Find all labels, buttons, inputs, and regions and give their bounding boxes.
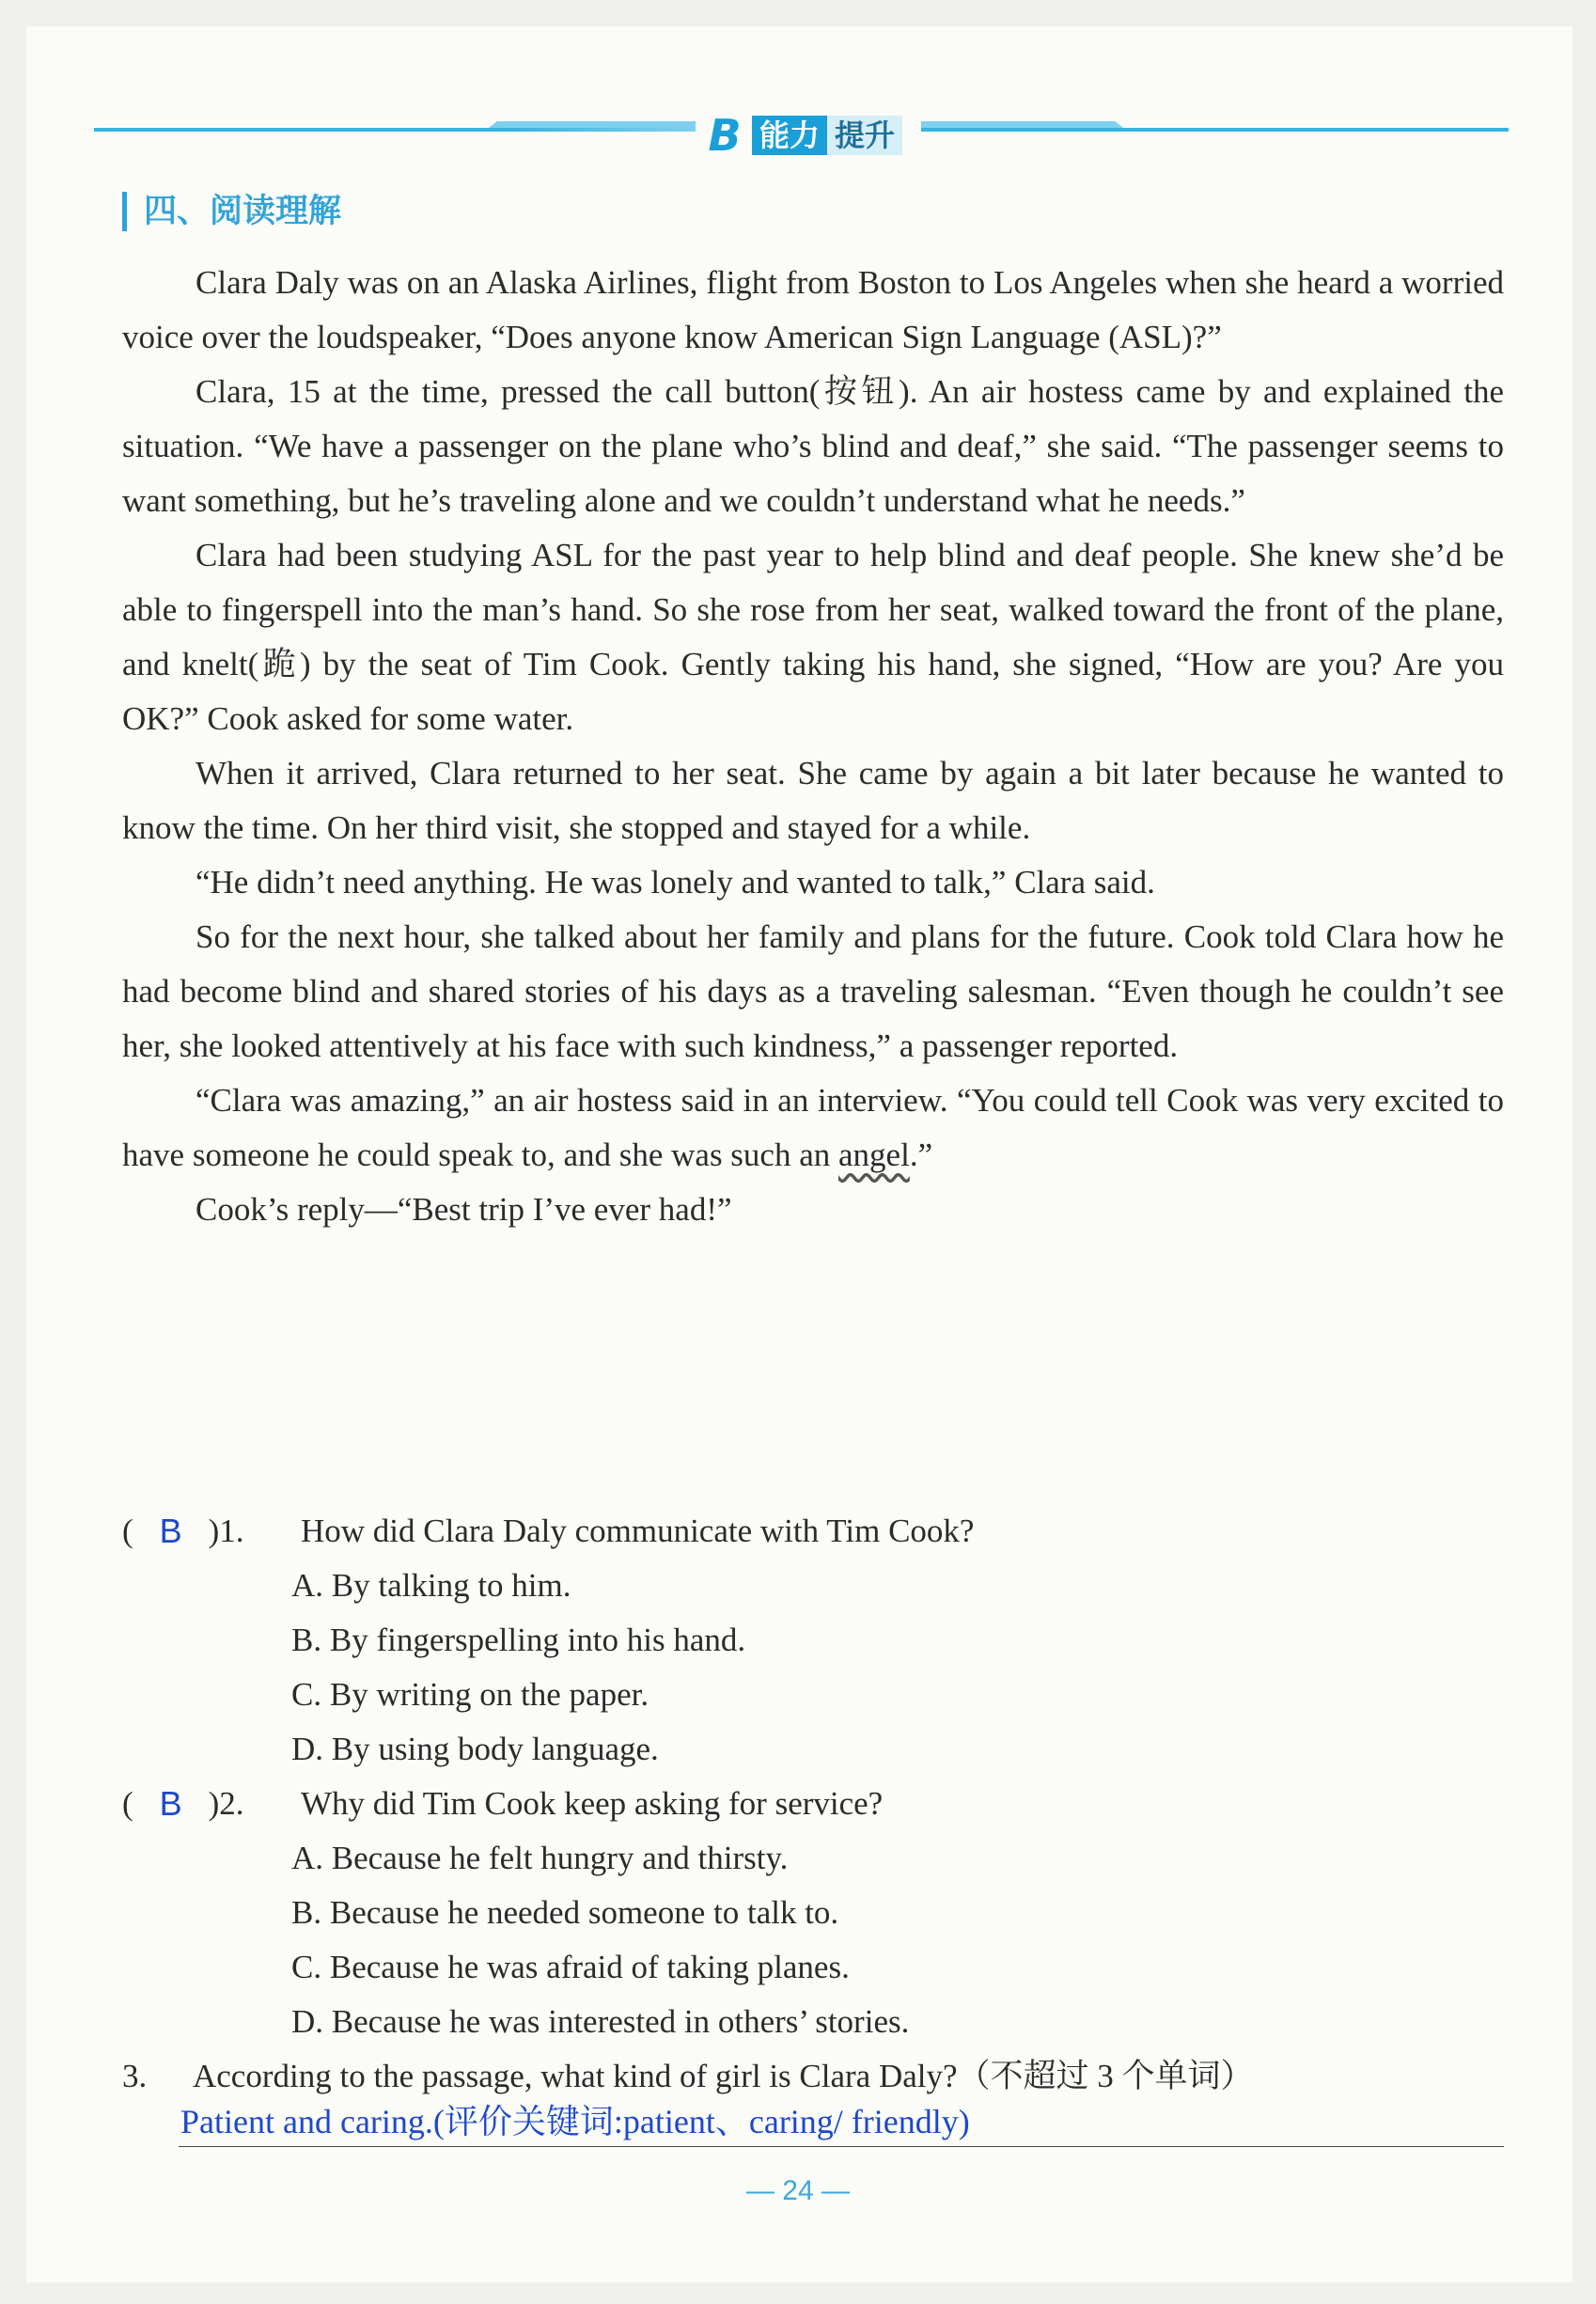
paren-open: ( xyxy=(122,1512,133,1549)
reading-passage xyxy=(122,256,1504,1237)
option-d[interactable]: D. Because he was interested in others’ stories. xyxy=(291,2003,910,2040)
option-c[interactable]: C. Because he was afraid of taking planes. xyxy=(291,1949,850,1985)
question-2-stem-row xyxy=(122,1777,1504,1831)
question-3 xyxy=(122,2049,1254,2104)
question-3-stem: According to the passage, what kind of girl is Clara Daly?（不超过 3 个单词） xyxy=(193,2058,1254,2094)
paragraph-7-end: .” xyxy=(909,1136,933,1173)
passage-paragraph-4: When it arrived, Clara returned to her seat. She came by again a bit later because he wanted to know the time. On her third visit, she stopped and stayed for a while. xyxy=(122,755,1504,846)
option-c[interactable]: C. By writing on the paper. xyxy=(291,1676,649,1713)
badge-text-improve: 提升 xyxy=(827,116,902,155)
header-rule-left-accent xyxy=(489,121,696,128)
badge-letter: B xyxy=(708,110,742,161)
passage-paragraph-6: So for the next hour, she talked about her family and plans for the future. Cook told Clara how he had become blind and shared stories of his days as a traveling salesman. “Even though he couldn’t see her, she looked attentively at his face with such kindness,” a passenger reported. xyxy=(122,918,1504,1064)
answer-bracket xyxy=(122,1777,301,1831)
passage-paragraph-3: Clara had been studying ASL for the past year to help blind and deaf people. She knew she’d be able to fingerspell into the man’s hand. So she rose from her seat, walked toward the front of the plane, and knelt(跪) by the seat of Tim Cook. Gently taking his hand, she signed, “How are you? Are you OK?” Cook asked for some water. xyxy=(122,537,1504,737)
answer-value[interactable]: B xyxy=(159,1784,182,1823)
option-a[interactable]: A. Because he felt hungry and thirsty. xyxy=(291,1840,789,1876)
badge-text-ability: 能力 xyxy=(752,116,827,155)
paragraph-7-text: “Clara was amazing,” an air hostess said in an interview. “You could tell Cook was very excited to have someone he could speak to, and she was such an xyxy=(122,1082,1504,1173)
underlined-word-angel: angel xyxy=(838,1136,910,1173)
question-stem: Why did Tim Cook keep asking for service? xyxy=(301,1785,884,1822)
header-rule-right xyxy=(921,128,1509,132)
option-b[interactable]: B. Because he needed someone to talk to. xyxy=(291,1894,839,1931)
paren-open: ( xyxy=(122,1785,133,1822)
page-number: — 24 — xyxy=(745,2175,851,2206)
header-rule-left xyxy=(94,128,696,132)
header-rule-right-accent xyxy=(921,121,1123,128)
passage-paragraph-8: Cook’s reply—“Best trip I’ve ever had!” xyxy=(196,1191,732,1228)
answer-line xyxy=(179,2146,1504,2147)
question-3-answer[interactable]: Patient and caring.(评价关键词:patient、caring/ friendly) xyxy=(180,2103,970,2140)
option-b[interactable]: B. By fingerspelling into his hand. xyxy=(291,1622,746,1658)
question-stem: How did Clara Daly communicate with Tim Cook? xyxy=(301,1512,975,1549)
paren-close-number: )2. xyxy=(208,1785,244,1822)
passage-paragraph-1: Clara Daly was on an Alaska Airlines, flight from Boston to Los Angeles when she heard a worried voice over the loudspeaker, “Does anyone know American Sign Language (ASL)?” xyxy=(122,264,1504,355)
option-d[interactable]: D. By using body language. xyxy=(291,1731,659,1767)
answer-bracket xyxy=(122,1504,301,1559)
option-a[interactable]: A. By talking to him. xyxy=(291,1567,571,1604)
question-3-number: 3. xyxy=(122,2058,148,2094)
section-badge xyxy=(697,110,902,161)
passage-paragraph-2: Clara, 15 at the time, pressed the call button(按钮). An air hostess came by and explained the situation. “We have a passenger on the plane who’s blind and deaf,” she said. “The passenger seems to want something, but he’s traveling alone and we couldn’t understand what he needs.” xyxy=(122,373,1504,519)
passage-paragraph-7 xyxy=(122,1074,1504,1183)
paren-close-number: )1. xyxy=(208,1512,244,1549)
question-1 xyxy=(122,1504,1504,1777)
answer-value[interactable]: B xyxy=(159,1512,182,1550)
passage-paragraph-5: “He didn’t need anything. He was lonely and wanted to talk,” Clara said. xyxy=(196,864,1155,901)
section-title: 四、阅读理解 xyxy=(122,192,341,231)
question-2 xyxy=(122,1777,1504,2049)
question-1-stem-row xyxy=(122,1504,1504,1559)
